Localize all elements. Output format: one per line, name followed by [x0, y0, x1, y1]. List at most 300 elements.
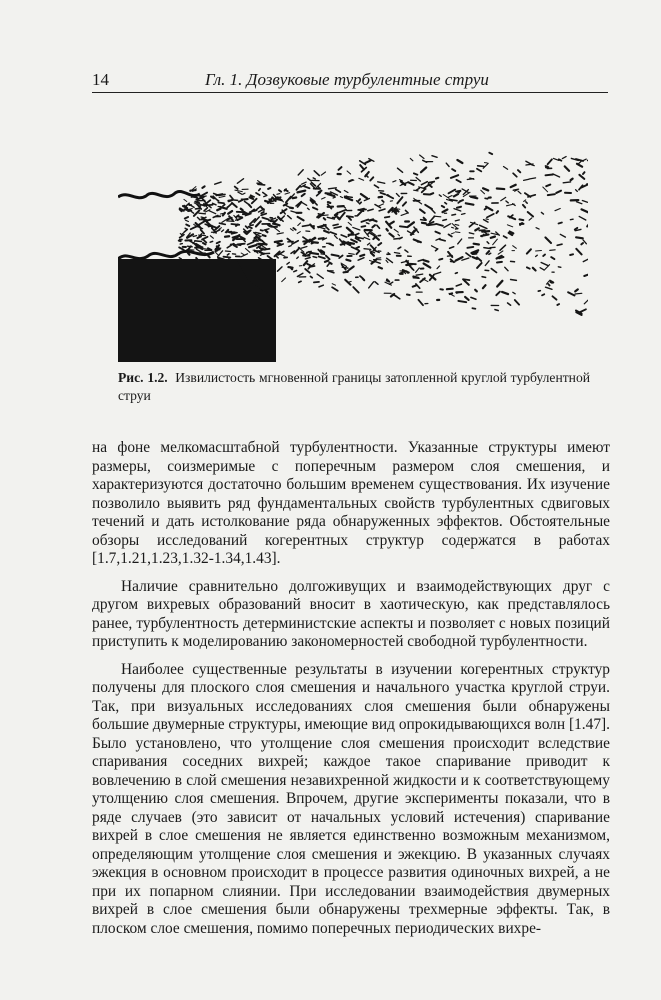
particle	[587, 221, 588, 227]
particle	[251, 196, 253, 198]
turbulent-jet-illustration	[118, 150, 588, 362]
particle	[236, 215, 238, 217]
particle	[319, 238, 324, 239]
particle	[277, 233, 283, 234]
particle	[319, 257, 325, 259]
particle	[406, 210, 409, 213]
particle	[201, 217, 204, 218]
particle	[327, 264, 329, 267]
particle	[225, 251, 230, 252]
particle	[501, 197, 506, 200]
particle	[326, 193, 331, 194]
particle	[455, 224, 459, 225]
particle	[542, 294, 544, 295]
particle	[321, 215, 328, 216]
particle	[361, 194, 367, 198]
particle	[533, 268, 536, 271]
particle	[324, 218, 326, 220]
particle	[180, 244, 182, 245]
particle	[346, 260, 350, 261]
particle	[497, 189, 505, 190]
particle	[179, 241, 181, 242]
particle	[466, 203, 474, 204]
particle	[301, 202, 307, 206]
particle	[264, 229, 269, 230]
particle	[339, 167, 342, 170]
particle	[477, 169, 481, 172]
particle	[559, 223, 562, 224]
particle	[575, 289, 578, 291]
particle	[416, 188, 419, 190]
particle	[298, 217, 304, 221]
particle	[428, 224, 435, 225]
particle	[274, 195, 277, 198]
particle	[297, 257, 299, 258]
particle	[393, 181, 396, 182]
particle	[524, 179, 529, 180]
particle	[421, 168, 426, 173]
particle	[219, 228, 222, 230]
particle	[408, 182, 413, 185]
particle	[497, 211, 499, 213]
particle	[414, 173, 418, 174]
paragraph-1: на фоне мелкомасштабной турбулентности. Указанные структуры имеют размеры, соизмеримые с поперечным размером слоя смешения, и характеризуются достаточно большим временем существования. Их изучение позволило выявить ряд фундаментальных свойств турбулентных сдвиговых течений и дать истолкование ряда обнаруженных эффектов. Обстоятельные обзоры исследований когерентных структур содержатся в работах [1.7,1.21,1.23,1.32-1.34,1.43].	[92, 439, 610, 567]
particle	[487, 251, 490, 254]
particle	[485, 208, 487, 209]
particle	[314, 282, 319, 283]
figure-label: Рис. 1.2.	[118, 370, 168, 385]
particle	[387, 229, 388, 231]
particle	[418, 300, 423, 305]
particle	[335, 235, 338, 238]
particle	[313, 257, 317, 258]
particle	[532, 165, 535, 166]
particle	[485, 261, 489, 266]
particle	[386, 260, 388, 262]
particle	[313, 208, 318, 210]
particle	[452, 169, 455, 171]
particle	[485, 198, 488, 199]
particle	[507, 225, 512, 227]
particle	[563, 182, 570, 183]
particle	[528, 212, 533, 217]
particle	[197, 237, 201, 239]
particle	[307, 264, 310, 266]
particle	[446, 163, 449, 166]
particle	[205, 205, 213, 206]
particle	[378, 243, 381, 245]
particle	[375, 282, 378, 285]
particle	[408, 231, 412, 233]
particle	[278, 267, 283, 271]
particle	[344, 191, 348, 193]
particle	[215, 182, 221, 184]
particle	[424, 185, 428, 188]
particle	[373, 236, 376, 239]
particle	[518, 170, 520, 172]
particle	[304, 186, 310, 188]
particle	[218, 251, 223, 257]
particle	[241, 253, 244, 255]
particle	[513, 204, 516, 206]
particle	[249, 205, 252, 208]
particle	[340, 197, 342, 198]
particle	[400, 226, 406, 227]
particle	[321, 172, 325, 175]
particle	[502, 292, 508, 294]
particle	[472, 308, 475, 309]
particle	[541, 212, 543, 214]
particle	[379, 267, 382, 268]
particle	[548, 159, 552, 164]
particle	[536, 251, 542, 252]
particle	[439, 195, 441, 196]
particle	[450, 200, 457, 201]
particle	[513, 246, 517, 249]
particle	[288, 216, 292, 219]
particle	[188, 253, 190, 255]
particle	[298, 191, 306, 193]
particle	[396, 194, 399, 197]
particle	[388, 195, 390, 196]
particle	[185, 209, 190, 210]
particle	[579, 175, 584, 179]
particle	[369, 282, 374, 288]
particle	[398, 168, 403, 172]
particle	[575, 293, 582, 294]
particle	[214, 194, 219, 196]
particle	[379, 209, 385, 211]
particle	[436, 178, 438, 179]
particle	[235, 190, 242, 192]
particle	[208, 256, 210, 258]
particle	[356, 247, 359, 249]
particle	[365, 160, 371, 163]
particle	[330, 232, 336, 234]
particle	[257, 244, 262, 245]
particle	[420, 209, 425, 213]
particle	[400, 180, 403, 181]
particle	[275, 241, 282, 242]
particle	[185, 217, 188, 219]
particle	[289, 246, 291, 247]
particle	[294, 271, 297, 272]
particle	[353, 287, 358, 293]
particle	[565, 166, 569, 171]
particle	[277, 194, 280, 195]
particle	[416, 268, 420, 273]
particle	[357, 251, 360, 254]
particle	[432, 156, 437, 158]
particle	[226, 230, 228, 232]
particle	[526, 202, 527, 203]
particle	[504, 167, 508, 170]
particle	[366, 223, 369, 224]
particle	[456, 180, 460, 182]
particle	[449, 190, 456, 194]
particle	[474, 244, 479, 245]
particle	[281, 216, 285, 220]
particle	[550, 282, 552, 283]
particle	[246, 249, 251, 253]
particle	[545, 237, 551, 243]
particle	[452, 227, 454, 228]
particle	[484, 220, 488, 223]
particle	[359, 210, 364, 211]
particle	[414, 240, 421, 243]
particle	[443, 195, 449, 199]
particle	[587, 183, 588, 184]
particle	[329, 244, 333, 246]
particle	[469, 233, 474, 234]
particle	[347, 228, 353, 233]
particle	[308, 208, 310, 209]
particle	[302, 182, 307, 184]
particle	[583, 159, 586, 161]
particle	[434, 272, 441, 274]
particle	[332, 255, 339, 256]
particle	[255, 206, 261, 211]
particle	[235, 187, 238, 189]
particle	[187, 246, 192, 247]
particle	[222, 230, 224, 232]
particle	[584, 274, 588, 277]
particle	[486, 219, 488, 220]
particle	[281, 254, 285, 256]
particle	[498, 251, 503, 254]
particle	[258, 240, 262, 241]
particle	[410, 158, 413, 160]
particle	[263, 218, 269, 220]
particle	[389, 234, 393, 237]
particle	[350, 267, 354, 270]
particle	[322, 198, 325, 200]
particle	[238, 244, 245, 245]
particle	[237, 179, 243, 184]
particle	[410, 266, 414, 271]
particle	[202, 237, 207, 240]
particle	[291, 267, 292, 269]
particle	[462, 258, 469, 260]
particle	[529, 218, 532, 220]
particle	[261, 230, 263, 231]
particle	[456, 229, 458, 230]
particle	[256, 232, 260, 233]
particle	[339, 256, 342, 259]
particle	[209, 211, 216, 214]
particle	[317, 274, 323, 278]
particle	[413, 286, 416, 287]
particle	[336, 216, 340, 218]
particle	[328, 202, 330, 203]
particle	[381, 193, 386, 195]
particle	[282, 278, 286, 282]
particle	[336, 189, 341, 192]
particle	[449, 234, 452, 236]
particle	[277, 256, 279, 258]
particle	[515, 300, 519, 305]
jet-figure	[118, 150, 588, 362]
particle	[257, 233, 262, 234]
particle	[374, 185, 378, 188]
particle	[576, 237, 583, 238]
particle	[225, 236, 229, 237]
particle	[353, 227, 360, 230]
particle	[407, 295, 410, 296]
particle	[396, 210, 398, 212]
particle	[504, 236, 507, 238]
particle	[298, 170, 303, 175]
particle	[284, 189, 286, 191]
particle	[541, 263, 548, 266]
particle	[361, 220, 368, 222]
particle	[356, 238, 361, 241]
particle	[546, 287, 553, 289]
particle	[508, 303, 511, 305]
particle	[385, 217, 390, 218]
particle	[187, 250, 194, 251]
particle	[223, 205, 225, 206]
particle	[256, 221, 261, 226]
particle	[513, 173, 517, 176]
particle	[548, 194, 555, 195]
particle	[483, 285, 486, 288]
particle	[582, 209, 588, 212]
particle	[451, 233, 454, 234]
particle	[568, 292, 574, 295]
particle	[241, 209, 243, 211]
particle	[527, 249, 531, 253]
particle	[303, 241, 308, 242]
particle	[287, 262, 289, 264]
particle	[333, 197, 335, 198]
particle	[256, 193, 260, 195]
particle	[579, 309, 586, 312]
particle	[308, 178, 311, 181]
particle	[506, 201, 508, 203]
particle	[184, 229, 187, 232]
particle	[219, 223, 225, 224]
particle	[450, 293, 452, 294]
particle	[582, 201, 587, 203]
particle	[497, 262, 502, 263]
particle	[462, 214, 466, 215]
particle	[266, 231, 268, 232]
particle	[319, 191, 322, 192]
particle	[210, 241, 212, 242]
particle	[318, 214, 321, 215]
particle	[513, 292, 515, 294]
particle	[394, 253, 399, 254]
particle	[466, 253, 471, 257]
particle	[430, 193, 433, 194]
particle	[543, 187, 548, 192]
particle	[219, 196, 225, 197]
particle	[575, 228, 578, 230]
particle	[192, 212, 194, 213]
particle	[305, 258, 310, 259]
particle	[348, 222, 351, 225]
particle	[313, 178, 315, 179]
particle	[416, 274, 423, 275]
particle	[440, 239, 446, 241]
particle	[394, 238, 401, 239]
particle	[458, 239, 462, 244]
particle	[220, 213, 223, 214]
particle	[471, 197, 477, 198]
particle	[268, 188, 270, 189]
particle	[546, 175, 553, 176]
particle	[234, 245, 237, 247]
particle	[250, 225, 253, 226]
particle	[560, 234, 565, 237]
particle	[227, 221, 234, 222]
particle	[263, 192, 267, 195]
particle	[454, 209, 461, 211]
particle	[491, 269, 496, 273]
particle	[230, 196, 233, 200]
particle	[368, 209, 373, 211]
particle	[362, 226, 366, 227]
particle	[496, 292, 500, 296]
particle	[434, 216, 441, 217]
particle	[579, 216, 586, 220]
particle	[422, 189, 426, 192]
particle	[333, 224, 338, 225]
particle	[456, 284, 461, 286]
particle	[570, 254, 573, 255]
particle	[351, 240, 357, 243]
particle	[359, 178, 364, 180]
paragraph-2: Наличие сравнительно долгоживущих и взаимодействующих друг с другом вихревых образований вносит в хаотическую, как представлялось ранее, турбулентность детерминистские аспекты и позволяет с новых позиций приступить к моделированию закономерностей свободной турбулентности.	[92, 577, 610, 650]
body-text	[92, 439, 610, 938]
upper-vortex-row	[118, 191, 200, 197]
particle	[445, 203, 447, 204]
particle	[301, 247, 307, 249]
particle	[341, 213, 345, 218]
particle	[487, 242, 489, 244]
particle	[478, 166, 484, 167]
particle	[443, 220, 447, 221]
particle	[311, 276, 313, 277]
particle	[400, 185, 403, 186]
particle	[480, 225, 487, 228]
particle	[310, 253, 318, 254]
particle	[458, 301, 466, 302]
particle	[286, 197, 291, 203]
particle	[367, 232, 369, 234]
particle	[482, 277, 486, 278]
particle	[246, 226, 248, 228]
particle	[455, 232, 460, 233]
particle	[248, 242, 254, 245]
particle	[332, 287, 338, 291]
particle	[192, 197, 197, 198]
particle	[481, 190, 485, 194]
particle	[236, 224, 238, 226]
particle	[297, 273, 303, 276]
particle	[217, 209, 220, 211]
particle	[451, 175, 458, 178]
particle	[475, 290, 477, 292]
particle	[199, 213, 206, 214]
particle	[558, 267, 561, 268]
particle	[505, 267, 508, 270]
particle	[347, 216, 353, 217]
particle	[358, 199, 360, 201]
particle	[239, 200, 243, 202]
particle	[301, 252, 305, 255]
